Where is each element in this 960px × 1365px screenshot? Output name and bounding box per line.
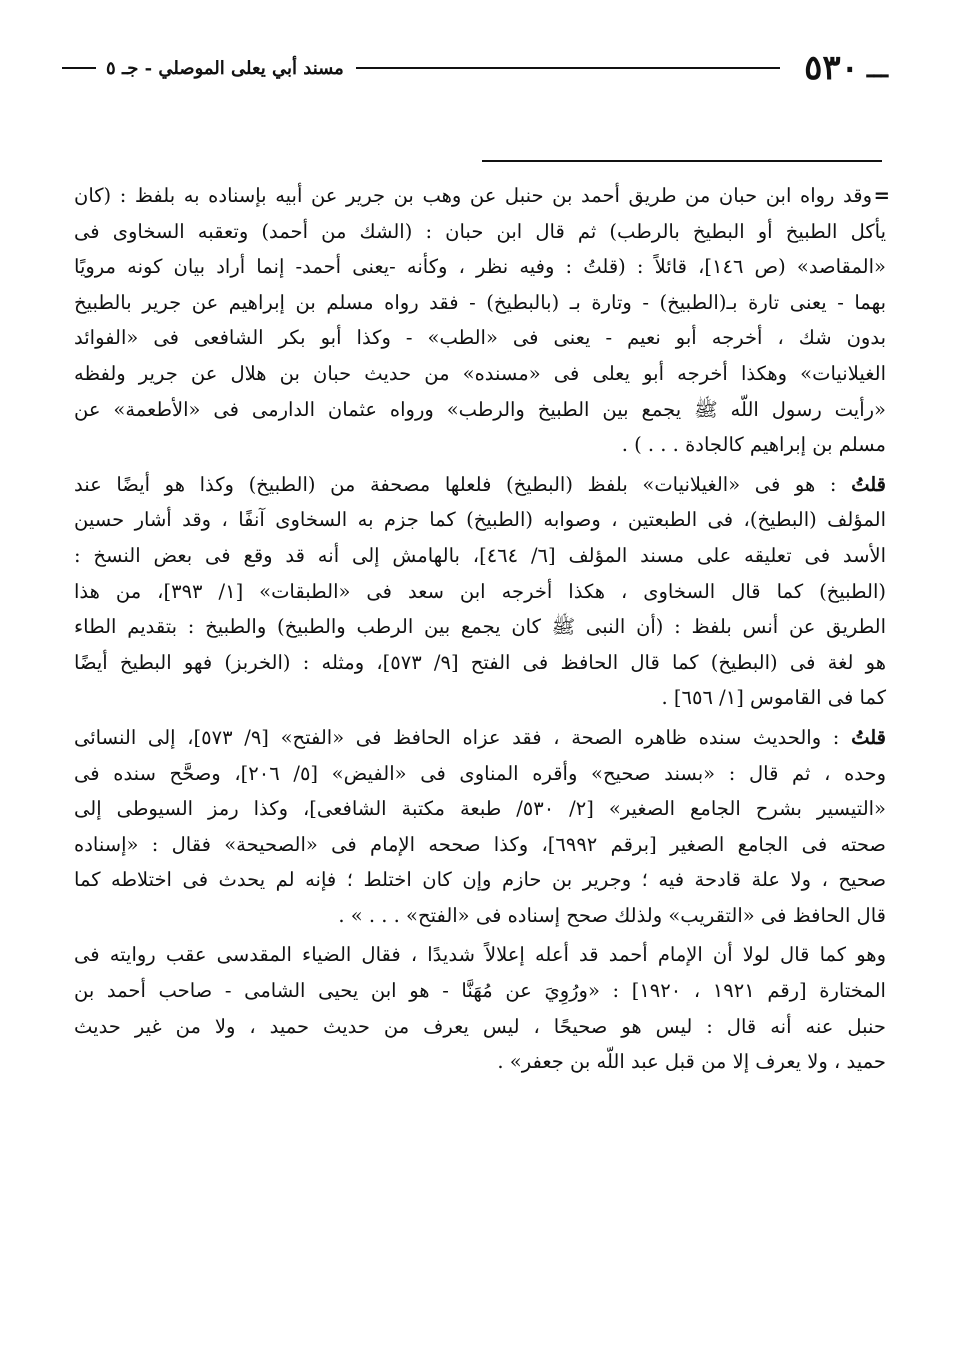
text-line: وحده ، ثم قال : «بسند صحيح» وأقره المناوى فى «الفيض» [٥/ ٢٠٦]، وصحَّح سنده فى [74,761,886,785]
text-line: الغيلانيات» وهكذا أخرجه أبو يعلى فى «مسنده» من حديث حبان بن هلال عن جرير ولفظه [74,361,886,385]
line-text: : والحديث سنده ظاهره الصحة ، فقد عزاه الحافظ فى «الفتح» [٩/ ٥٧٣]، إلى النسائى [74,725,840,749]
text-line: بهما - يعنى تارة بـ(الطبيخ) - وتارة بـ (بالبطيخ) - فقد رواه مسلم بن إبراهيم عن جرير بالطبيخ [74,290,886,314]
text-line: قال الحافظ فى «التقريب» ولذلك صحح إسناده فى «الفتح» . . . » . [338,903,886,927]
text-line: هو لغة فى (البطيخ) كما قال الحافظ فى الفتح [٩/ ٥٧٣]، ومثله : (الخربز) فهو البطيخ أيضًا [74,650,886,674]
text-line: الطريق عن أنس بلفظ : (أن النبى ﷺ كان يجمع بين الرطب والطبيخ) والطبيخ : بتقديم الطاء [74,615,886,639]
paragraph-3 [74,720,886,934]
text-line: بدون شك ، أخرجه أبو نعيم - يعنى فى «الطب» - وكذا أبو بكر الشافعى فى «الفوائد [74,326,886,350]
text-line: الأسد فى تعليقه على مسند المؤلف [٦/ ٤٦٤]، بالهامش إلى أنه قد وقع فى بعض النسخ : [74,543,886,567]
text-line: حميد ، ولا يعرف إلا من قبل عبد اللّه بن جعفر» . [497,1050,886,1074]
paragraph-4 [74,937,886,1079]
line-text: وقد رواه ابن حبان من طريق أحمد بن حنبل عن وهب بن جرير عن أبيه بإسناده به بلفظ : (كان [74,184,872,207]
text-line: المختارة [رقم ١٩٢١ ، ١٩٢٠] : «ورُوِيَ عن مُهَنَّا - هو ابن يحيى الشامى - صاحب أحمد بن [74,979,886,1003]
paragraph-2 [74,467,886,716]
text-line: صحته فى الجامع الصغير [برقم ٦٩٩٢]، وكذا صححه الإمام فى «الصحيحة» فقال : «إسناده [74,832,886,856]
lead-word: قلتُ [851,725,887,749]
text-line: (الطبيخ) كما قال السخاوى ، هكذا أخرجه ابن سعد فى «الطبقات» [١/ ٣٩٣]، من هذا [74,579,887,603]
footnote-body [74,178,890,1084]
text-line [74,467,886,503]
text-line: وهو كما قال لولا أن الإمام أحمد قد أعله إعلالاً شديدًا ، فقال الضياء المقدسى عقب روايته فى [74,943,886,967]
continuation-marker: = [873,184,890,207]
running-title: مسند أبي يعلى الموصلي - جـ ٥ [106,57,344,79]
line-text: : هو فى «الغيلانيات» بلفظ (البطيخ) فلعلها مصحفة من (الطبيخ) وكذا هو أيضًا عند [74,472,837,496]
text-line: صحيح ، ولا علة قادحة فيه ؛ وجرير بن حازم وإن كان اختلط ؛ فإنه لم يحدث فى اختلاطه كما [74,868,886,892]
header-leading-dash: ـــ [866,53,888,83]
page-number: ٥٣٠ [804,48,859,88]
text-line: مسلم بن إبراهيم كالجادة . . . ) . [621,433,886,457]
header-rule [356,67,780,69]
text-line [74,178,890,214]
text-line: حنبل عنه أنه قال : ليس هو صحيحًا ، ليس يعرف من حديث حميد ، ولا من غير حديث [74,1014,886,1038]
text-line: «رأيت رسول اللّه ﷺ يجمع بين الطبيخ والرطب» ورواه عثمان الدارمى فى «الأطعمة» عن [74,397,886,421]
text-line: «التيسير بشرح الجامع الصغير» [٢/ ٥٣٠/ طبعة مكتبة الشافعى]، وكذا رمز السيوطى إلى [74,797,886,821]
paragraph-1 [74,178,890,463]
text-line: يأكل الطبيخ أو البطيخ بالرطب) ثم قال ابن حبان : (الشك من أحمد) وتعقبه السخاوى فى [74,219,886,243]
text-line: المؤلف (البطيخ)، فى الطبعتين ، وصوابه (الطبيخ) كما جزم به السخاوى آنفًا ، وقد أشار حسين [74,508,886,532]
text-line: كما فى القاموس [١/ ٦٥٦] . [661,686,886,710]
page-header [62,42,888,94]
header-tail-rule [62,67,96,69]
text-line [74,720,886,756]
text-line: «المقاصد» (ص ١٤٦]، قائلاً : (قلتُ : وفيه نظر ، وكأنه -يعنى أحمد- إنما أراد بيان كونه مرويًا [74,255,886,279]
lead-word: قلتُ [851,472,887,496]
footnote-separator [482,160,882,162]
